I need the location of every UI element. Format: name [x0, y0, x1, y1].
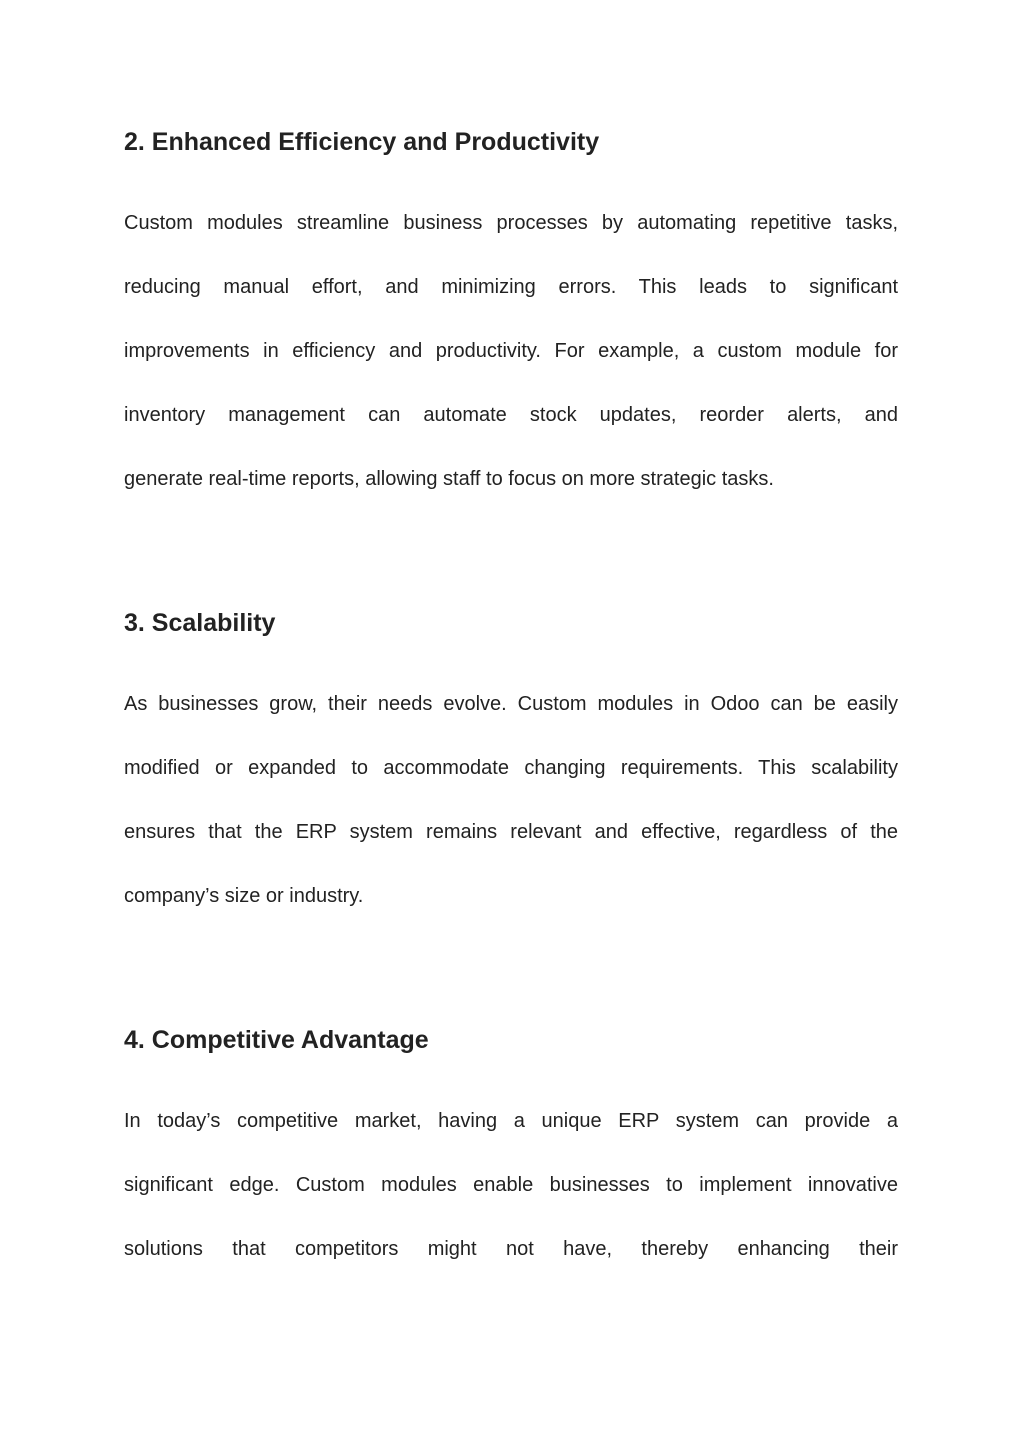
- paragraph-line: generate real-time reports, allowing staff to focus on more strategic tasks.: [124, 468, 774, 490]
- paragraph-line: ensures that the ERP system remains relevant and effective, regardless of the: [124, 821, 898, 843]
- paragraph-line: improvements in efficiency and productivity. For example, a custom module for: [124, 340, 898, 362]
- paragraph-line: significant edge. Custom modules enable businesses to implement innovative: [124, 1174, 898, 1196]
- paragraph-line: reducing manual effort, and minimizing errors. This leads to significant: [124, 276, 898, 298]
- paragraph-line: modified or expanded to accommodate changing requirements. This scalability: [124, 757, 898, 779]
- section-heading-scalability: 3. Scalability: [124, 609, 276, 637]
- paragraph-line: inventory management can automate stock updates, reorder alerts, and: [124, 404, 898, 426]
- paragraph-line: As businesses grow, their needs evolve. Custom modules in Odoo can be easily: [124, 693, 898, 715]
- paragraph-line: Custom modules streamline business processes by automating repetitive tasks,: [124, 212, 898, 234]
- section-heading-efficiency: 2. Enhanced Efficiency and Productivity: [124, 128, 600, 156]
- paragraph-line: solutions that competitors might not have, thereby enhancing their: [124, 1238, 898, 1260]
- paragraph-line: In today’s competitive market, having a unique ERP system can provide a: [124, 1110, 898, 1132]
- section-heading-competitive-advantage: 4. Competitive Advantage: [124, 1026, 429, 1054]
- paragraph-line: company’s size or industry.: [124, 885, 364, 907]
